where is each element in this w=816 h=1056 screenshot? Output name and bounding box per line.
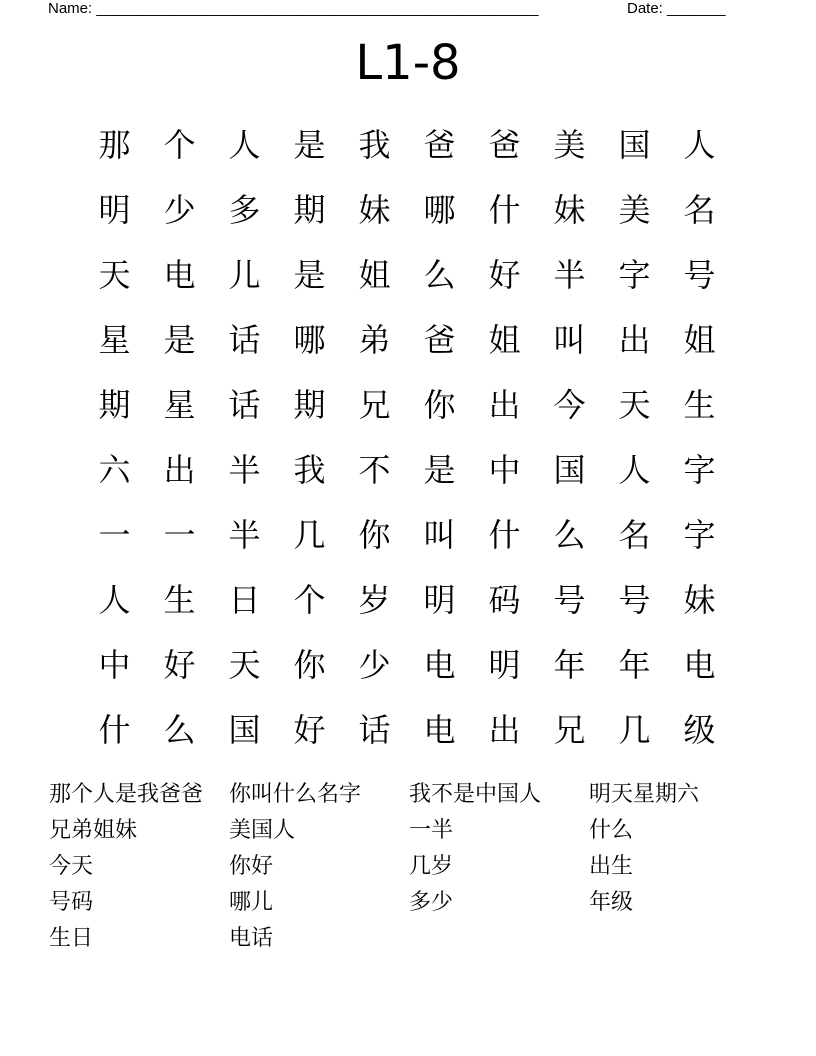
grid-cell[interactable]: 妹 [683, 580, 716, 619]
word-bank-item: 美国人 [229, 818, 296, 843]
grid-row [82, 372, 732, 437]
grid-cell[interactable]: 美 [618, 190, 651, 229]
grid-cell[interactable]: 多 [228, 190, 261, 229]
grid-cell[interactable]: 电 [683, 645, 716, 684]
grid-cell[interactable]: 个 [163, 125, 196, 164]
word-bank [49, 780, 769, 960]
grid-cell[interactable]: 哪 [293, 320, 326, 359]
grid-cell[interactable]: 人 [683, 125, 716, 164]
grid-cell[interactable]: 年 [618, 645, 651, 684]
grid-cell[interactable]: 出 [618, 320, 651, 359]
grid-cell[interactable]: 话 [228, 385, 261, 424]
grid-cell[interactable]: 明 [423, 580, 456, 619]
word-bank-item: 哪儿 [229, 890, 274, 915]
word-bank-item: 明天星期六 [589, 782, 700, 807]
grid-cell[interactable]: 人 [618, 450, 651, 489]
grid-cell[interactable]: 字 [683, 515, 716, 554]
word-bank-item: 多少 [409, 890, 454, 915]
grid-cell[interactable]: 你 [423, 385, 456, 424]
grid-cell[interactable]: 中 [98, 645, 131, 684]
grid-cell[interactable]: 星 [98, 320, 131, 359]
grid-cell[interactable]: 号 [553, 580, 586, 619]
word-bank-item: 你叫什么名字 [229, 782, 362, 807]
grid-cell[interactable]: 字 [618, 255, 651, 294]
grid-cell[interactable]: 是 [293, 255, 326, 294]
grid-cell[interactable]: 爸 [423, 320, 456, 359]
grid-cell[interactable]: 弟 [358, 320, 391, 359]
grid-row [82, 437, 732, 502]
grid-cell[interactable]: 什 [488, 515, 521, 554]
grid-cell[interactable]: 人 [98, 580, 131, 619]
grid-cell[interactable]: 那 [98, 125, 131, 164]
grid-cell[interactable]: 儿 [228, 255, 261, 294]
grid-cell[interactable]: 半 [553, 255, 586, 294]
grid-row [82, 567, 732, 632]
grid-cell[interactable]: 国 [228, 710, 261, 749]
grid-cell[interactable]: 少 [163, 190, 196, 229]
grid-cell[interactable]: 国 [618, 125, 651, 164]
grid-row [82, 502, 732, 567]
grid-cell[interactable]: 哪 [423, 190, 456, 229]
grid-cell[interactable]: 是 [293, 125, 326, 164]
grid-cell[interactable]: 妹 [358, 190, 391, 229]
grid-cell[interactable]: 六 [98, 450, 131, 489]
grid-cell[interactable]: 字 [683, 450, 716, 489]
word-bank-item: 什么 [589, 818, 634, 843]
header [48, 0, 748, 22]
grid-cell[interactable]: 天 [228, 645, 261, 684]
word-bank-item: 今天 [49, 854, 94, 879]
grid-cell[interactable]: 好 [163, 645, 196, 684]
grid-cell[interactable]: 明 [98, 190, 131, 229]
grid-cell[interactable]: 好 [488, 255, 521, 294]
grid-cell[interactable]: 姐 [488, 320, 521, 359]
grid-cell[interactable]: 几 [618, 710, 651, 749]
grid-cell[interactable]: 天 [618, 385, 651, 424]
word-bank-item: 兄弟姐妹 [49, 818, 138, 843]
grid-row [82, 697, 732, 762]
grid-cell[interactable]: 什 [488, 190, 521, 229]
word-bank-item: 一半 [409, 818, 454, 843]
grid-cell[interactable]: 天 [98, 255, 131, 294]
word-bank-item: 我不是中国人 [409, 782, 542, 807]
grid-cell[interactable]: 名 [618, 515, 651, 554]
grid-cell[interactable]: 兄 [553, 710, 586, 749]
grid-cell[interactable]: 姐 [358, 255, 391, 294]
grid-cell[interactable]: 几 [293, 515, 326, 554]
grid-cell[interactable]: 叫 [423, 515, 456, 554]
grid-cell[interactable]: 兄 [358, 385, 391, 424]
grid-row [82, 632, 732, 697]
grid-cell[interactable]: 出 [163, 450, 196, 489]
grid-cell[interactable]: 出 [488, 710, 521, 749]
grid-row [82, 242, 732, 307]
grid-cell[interactable]: 期 [293, 190, 326, 229]
grid-cell[interactable]: 号 [683, 255, 716, 294]
grid-cell[interactable]: 中 [488, 450, 521, 489]
date-line: Date: _______ [627, 0, 726, 17]
word-bank-item: 生日 [49, 926, 94, 951]
word-bank-item: 号码 [49, 890, 94, 915]
name-line: Name: _____________________________________________________ [48, 0, 539, 17]
grid-cell[interactable]: 什 [98, 710, 131, 749]
grid-row [82, 177, 732, 242]
grid-row [82, 307, 732, 372]
grid-cell[interactable]: 是 [423, 450, 456, 489]
grid-cell[interactable]: 你 [358, 515, 391, 554]
grid-cell[interactable]: 爸 [423, 125, 456, 164]
grid-cell[interactable]: 我 [358, 125, 391, 164]
grid-cell[interactable]: 出 [488, 385, 521, 424]
grid-cell[interactable]: 一 [98, 515, 131, 554]
character-grid [82, 112, 732, 762]
grid-cell[interactable]: 一 [163, 515, 196, 554]
grid-cell[interactable]: 爸 [488, 125, 521, 164]
grid-cell[interactable]: 么 [553, 515, 586, 554]
grid-cell[interactable]: 你 [293, 645, 326, 684]
grid-cell[interactable]: 不 [358, 450, 391, 489]
grid-cell[interactable]: 日 [228, 580, 261, 619]
grid-cell[interactable]: 名 [683, 190, 716, 229]
grid-cell[interactable]: 今 [553, 385, 586, 424]
word-bank-item: 你好 [229, 854, 274, 879]
grid-cell[interactable]: 生 [683, 385, 716, 424]
grid-cell[interactable]: 国 [553, 450, 586, 489]
grid-cell[interactable]: 星 [163, 385, 196, 424]
word-bank-item: 年级 [589, 890, 634, 915]
word-bank-item: 电话 [229, 926, 274, 951]
page-title: L1-8 [355, 35, 461, 91]
word-bank-item: 几岁 [409, 854, 454, 879]
grid-row [82, 112, 732, 177]
grid-cell[interactable]: 半 [228, 515, 261, 554]
grid-cell[interactable]: 生 [163, 580, 196, 619]
grid-cell[interactable]: 话 [228, 320, 261, 359]
grid-cell[interactable]: 电 [163, 255, 196, 294]
grid-cell[interactable]: 话 [358, 710, 391, 749]
grid-cell[interactable]: 明 [488, 645, 521, 684]
grid-cell[interactable]: 好 [293, 710, 326, 749]
grid-cell[interactable]: 岁 [358, 580, 391, 619]
grid-cell[interactable]: 美 [553, 125, 586, 164]
word-bank-item: 出生 [589, 854, 634, 879]
grid-cell[interactable]: 期 [293, 385, 326, 424]
grid-cell[interactable]: 是 [163, 320, 196, 359]
grid-cell[interactable]: 个 [293, 580, 326, 619]
word-bank-item: 那个人是我爸爸 [49, 782, 204, 807]
grid-cell[interactable]: 号 [618, 580, 651, 619]
grid-cell[interactable]: 少 [358, 645, 391, 684]
grid-cell[interactable]: 码 [488, 580, 521, 619]
grid-cell[interactable]: 电 [423, 710, 456, 749]
grid-cell[interactable]: 期 [98, 385, 131, 424]
grid-cell[interactable]: 么 [163, 710, 196, 749]
grid-cell[interactable]: 级 [683, 710, 716, 749]
grid-cell[interactable]: 年 [553, 645, 586, 684]
grid-cell[interactable]: 么 [423, 255, 456, 294]
grid-cell[interactable]: 叫 [553, 320, 586, 359]
grid-cell[interactable]: 电 [423, 645, 456, 684]
grid-cell[interactable]: 人 [228, 125, 261, 164]
grid-cell[interactable]: 姐 [683, 320, 716, 359]
grid-cell[interactable]: 半 [228, 450, 261, 489]
grid-cell[interactable]: 妹 [553, 190, 586, 229]
grid-cell[interactable]: 我 [293, 450, 326, 489]
